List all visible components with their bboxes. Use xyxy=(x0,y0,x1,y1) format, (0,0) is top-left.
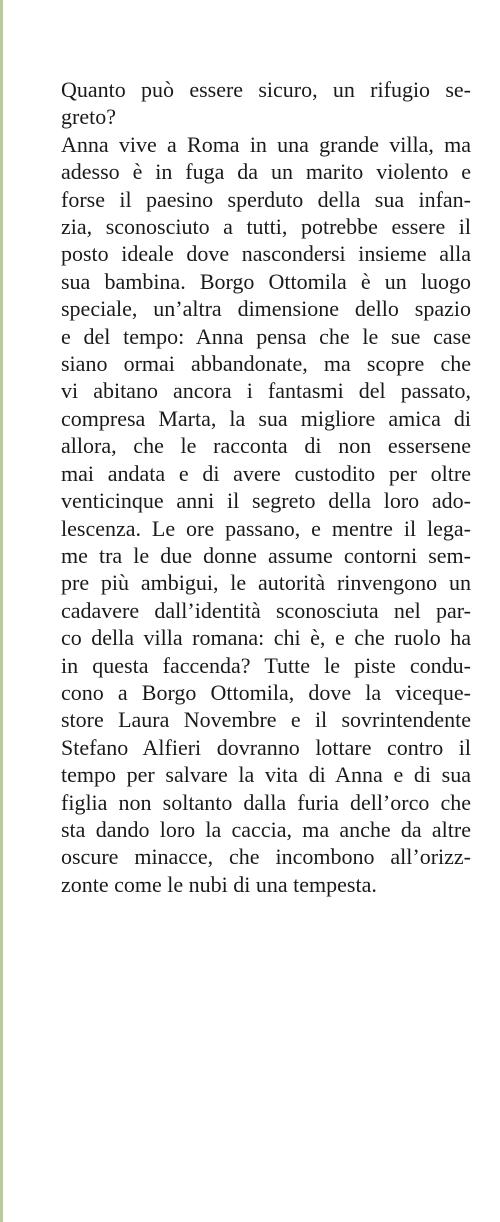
blurb-line-30: zonte come le nubi di una tempesta. xyxy=(61,871,377,897)
blurb-line-19: pre più ambigui, le autorità rinvengono un xyxy=(61,570,471,596)
blurb-line-13: compresa Marta, la sua migliore amica di xyxy=(61,405,471,431)
blurb-line-24: store Laura Novembre e il sovrintendente xyxy=(61,707,471,733)
blurb-line-27: figlia non soltanto dalla furia dell’orco che xyxy=(61,789,471,815)
page-edge-strip xyxy=(0,0,3,1222)
blurb-line-12: vi abitano ancora i fantasmi del passato, xyxy=(61,378,471,404)
blurb-line-18: me tra le due donne assume contorni sem- xyxy=(61,542,471,568)
blurb-line-8: sua bambina. Borgo Ottomila è un luogo xyxy=(61,268,471,294)
blurb-line-23: cono a Borgo Ottomila, dove la viceque- xyxy=(61,679,471,705)
blurb-line-16: venticinque anni il segreto della loro ado- xyxy=(61,488,471,514)
blurb-line-9: speciale, un’altra dimensione dello spazio xyxy=(61,296,471,322)
blurb-line-4: adesso è in fuga da un marito violento e xyxy=(61,159,471,185)
blurb-line-3: Anna vive a Roma in una grande villa, ma xyxy=(61,131,471,157)
blurb-line-6: zia, sconosciuto a tutti, potrebbe essere il xyxy=(61,214,471,240)
blurb-line-21: co della villa romana: chi è, e che ruolo ha xyxy=(61,625,471,651)
blurb-line-14: allora, che le racconta di non essersene xyxy=(61,433,471,459)
blurb-line-1: Quanto può essere sicuro, un rifugio se- xyxy=(61,77,471,102)
blurb-line-22: in questa faccenda? Tutte le piste condu- xyxy=(61,652,471,678)
blurb-line-28: sta dando loro la caccia, ma anche da altre xyxy=(61,816,471,842)
blurb-line-20: cadavere dall’identità sconosciuta nel par- xyxy=(61,597,471,623)
blurb-line-7: posto ideale dove nascondersi insieme alla xyxy=(61,241,471,267)
blurb-line-10: e del tempo: Anna pensa che le sue case xyxy=(61,323,471,349)
blurb-line-15: mai andata e di avere custodito per oltre xyxy=(61,460,471,486)
blurb-line-17: lescenza. Le ore passano, e mentre il lega- xyxy=(61,515,471,541)
blurb-line-26: tempo per salvare la vita di Anna e di sua xyxy=(61,762,471,788)
blurb-line-5: forse il paesino sperduto della sua infan- xyxy=(61,186,471,212)
blurb-line-29: oscure minacce, che incombono all’orizz- xyxy=(61,844,471,870)
blurb-line-11: siano ormai abbandonate, ma scopre che xyxy=(61,351,471,377)
blurb-line-25: Stefano Alfieri dovranno lottare contro il xyxy=(61,734,471,760)
blurb-text xyxy=(61,76,471,898)
blurb-line-2: greto? xyxy=(61,104,116,130)
